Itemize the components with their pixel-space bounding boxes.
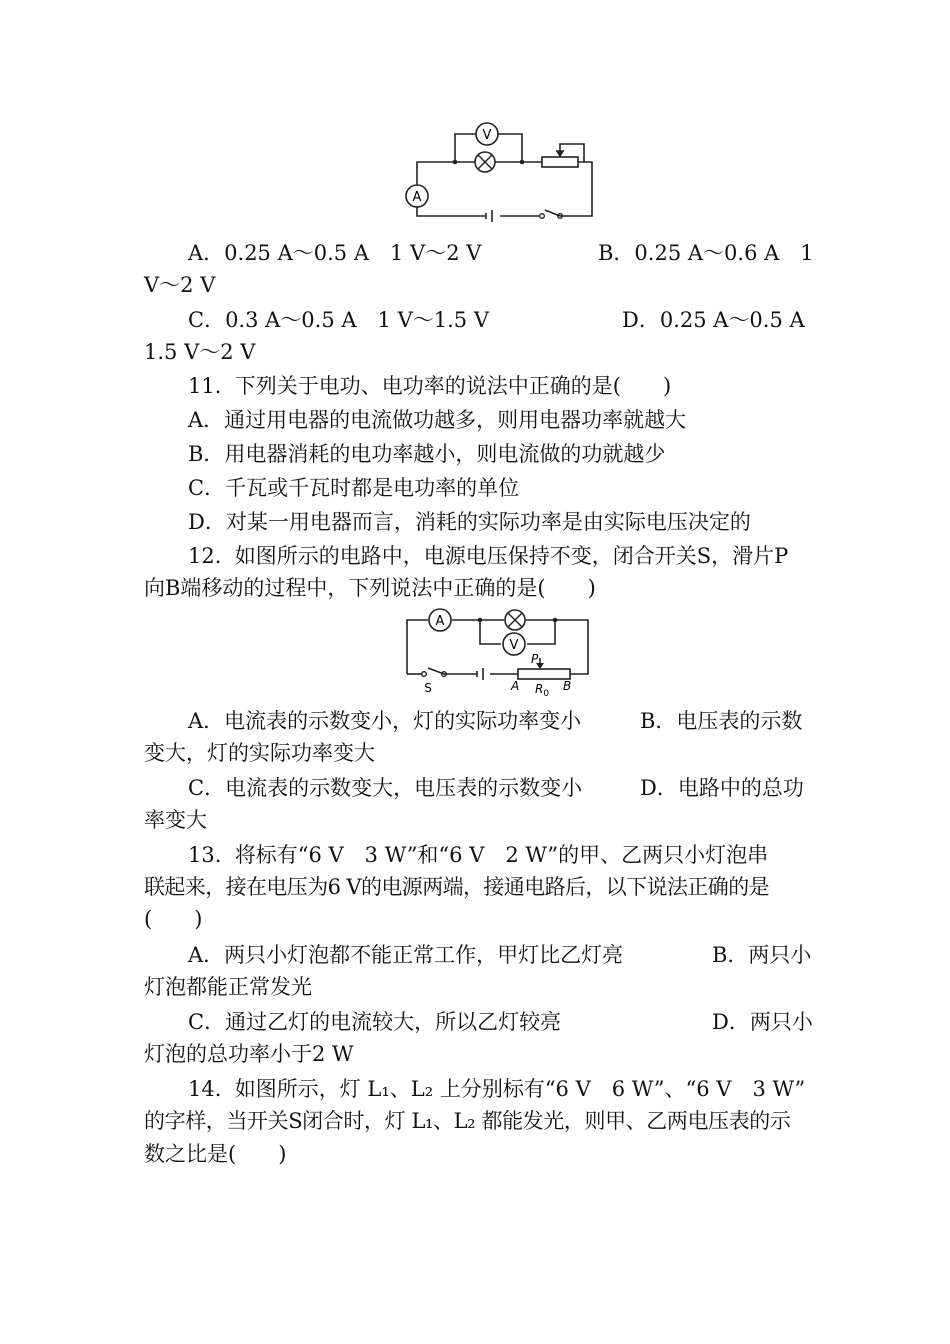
- q13-option-d-cont: 灯泡的总功率小于2 W: [144, 1042, 354, 1066]
- q13-stem-line3: ( ): [144, 907, 203, 931]
- q10-circuit-diagram: [400, 120, 600, 226]
- q11-option-c: C．千瓦或千瓦时都是电功率的单位: [188, 476, 520, 500]
- q13-option-b: B．两只小: [712, 943, 812, 967]
- q10-option-c: C．0.3 A～0.5 A 1 V～1.5 V: [188, 308, 489, 332]
- q10-option-b-cont: V～2 V: [144, 273, 216, 297]
- q12-stem-line2: 向B端移动的过程中，下列说法中正确的是( ): [144, 576, 596, 600]
- svg-text:A: A: [412, 190, 422, 205]
- q13-stem-line1: 13. 将标有“6 V 3 W”和“6 V 2 W”的甲、乙两只小灯泡串: [188, 843, 769, 867]
- q12-option-d-cont: 率变大: [144, 808, 207, 832]
- q12-option-b: B．电压表的示数: [640, 709, 803, 733]
- voltmeter-symbol: [503, 633, 525, 655]
- q12-option-b-cont: 变大，灯的实际功率变大: [144, 741, 375, 765]
- svg-text:V: V: [482, 128, 492, 143]
- resistor-label: $R_0$: [535, 682, 550, 698]
- svg-text:A: A: [435, 614, 445, 629]
- lamp-symbol: [505, 610, 525, 630]
- q12-option-a: A．电流表的示数变小，灯的实际功率变小: [188, 709, 582, 733]
- q13-option-a: A．两只小灯泡都不能正常工作，甲灯比乙灯亮: [188, 943, 624, 967]
- switch-label: S: [424, 681, 432, 695]
- q14-stem-line1: 14. 如图所示，灯 L₁、L₂ 上分别标有“6 V 6 W”、“6 V 3 W”: [188, 1077, 806, 1101]
- q14-stem-line2: 的字样，当开关S闭合时，灯 L₁、L₂ 都能发光，则甲、乙两电压表的示: [144, 1109, 791, 1133]
- end-b-label: B: [563, 679, 572, 693]
- q11-option-b: B．用电器消耗的电功率越小，则电流做的功就越少: [188, 442, 666, 466]
- q13-option-c: C．通过乙灯的电流较大，所以乙灯较亮: [188, 1010, 562, 1034]
- q13-option-d: D．两只小: [712, 1010, 813, 1034]
- q12-option-d: D．电路中的总功: [640, 776, 804, 800]
- ammeter-symbol: [406, 185, 428, 207]
- q11-option-a: A．通过用电器的电流做功越多，则用电器功率就越大: [188, 408, 687, 432]
- q10-option-a: A．0.25 A～0.5 A 1 V～2 V: [188, 241, 482, 265]
- q13-option-b-cont: 灯泡都能正常发光: [144, 975, 312, 999]
- svg-text:V: V: [509, 638, 519, 653]
- ammeter-symbol: [429, 609, 451, 631]
- q12-circuit-diagram: [400, 606, 600, 698]
- q10-option-b: B．0.25 A～0.6 A 1: [598, 241, 814, 265]
- q11-option-d: D．对某一用电器而言，消耗的实际功率是由实际电压决定的: [188, 510, 751, 534]
- lamp-symbol: [475, 152, 495, 172]
- q11-stem: 11. 下列关于电功、电功率的说法中正确的是( ): [188, 374, 672, 398]
- q12-stem-line1: 12. 如图所示的电路中，电源电压保持不变，闭合开关S，滑片P: [188, 544, 789, 568]
- q12-option-c: C．电流表的示数变大，电压表的示数变小: [188, 776, 583, 800]
- q14-stem-line3: 数之比是( ): [144, 1142, 287, 1166]
- end-a-label: A: [511, 679, 520, 693]
- voltmeter-symbol: [476, 123, 498, 145]
- q13-stem-line2: 联起来，接在电压为6 V的电源两端，接通电路后，以下说法正确的是: [144, 875, 769, 899]
- slider-label: P: [531, 652, 539, 666]
- q10-option-d-cont: 1.5 V～2 V: [144, 340, 256, 364]
- q10-option-d: D．0.25 A～0.5 A: [622, 308, 805, 332]
